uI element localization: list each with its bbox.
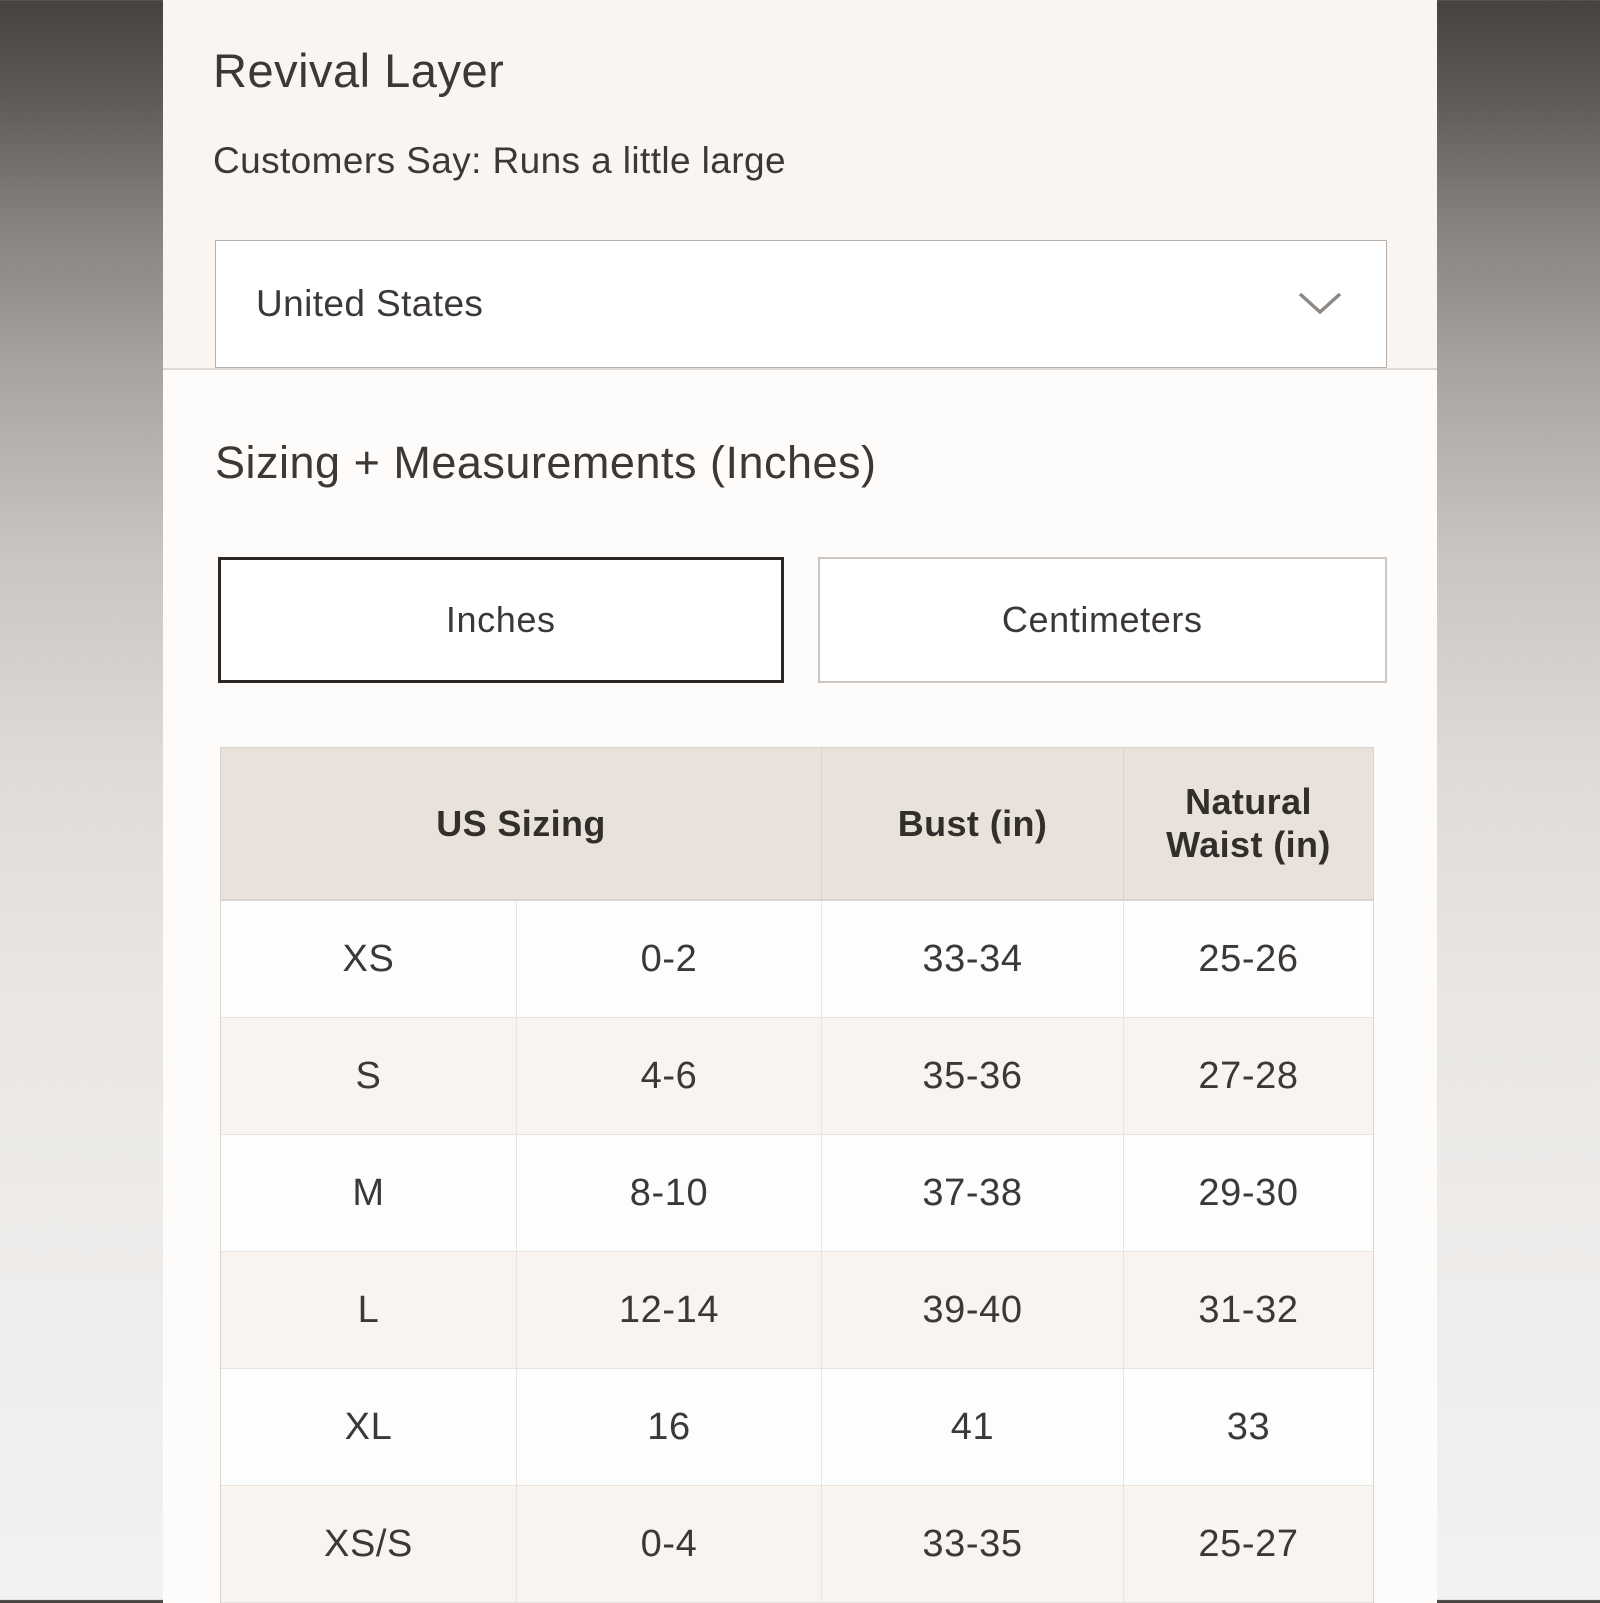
sizing-heading: Sizing + Measurements (Inches)	[215, 437, 877, 489]
inches-button[interactable]: Inches	[218, 557, 784, 683]
sizing-section	[163, 370, 1437, 1603]
cell-waist: 25-26	[1123, 901, 1373, 1017]
cell-us-size: 0-4	[516, 1486, 821, 1602]
cell-size: S	[355, 1054, 382, 1097]
fit-note: Customers Say: Runs a little large	[213, 140, 786, 182]
cell-size: XS/S	[324, 1522, 413, 1565]
cell-us-size: 0-2	[516, 901, 821, 1017]
cell-waist: 27-28	[1123, 1018, 1373, 1134]
cell-us-size: 4-6	[516, 1018, 821, 1134]
table-row	[221, 1252, 1373, 1369]
cell-waist: 29-30	[1123, 1135, 1373, 1251]
centimeters-button[interactable]: Centimeters	[818, 557, 1387, 683]
cell-bust: 37-38	[821, 1135, 1123, 1251]
cell-waist: 25-27	[1123, 1486, 1373, 1602]
header-natural-waist: Natural Waist (in)	[1123, 748, 1373, 899]
chevron-down-icon	[1298, 292, 1342, 316]
cell-waist: 31-32	[1123, 1252, 1373, 1368]
header-us-sizing: US Sizing	[436, 802, 606, 844]
table-header-row	[221, 748, 1373, 901]
cell-us-size: 12-14	[516, 1252, 821, 1368]
cell-size: L	[357, 1288, 380, 1331]
size-chart-table	[220, 747, 1374, 1603]
header-bust: Bust (in)	[821, 748, 1123, 899]
cell-bust: 39-40	[821, 1252, 1123, 1368]
table-row	[221, 1369, 1373, 1486]
table-row	[221, 1135, 1373, 1252]
size-chart-panel	[163, 0, 1437, 1600]
cell-bust: 33-34	[821, 901, 1123, 1017]
cell-bust: 35-36	[821, 1018, 1123, 1134]
cell-size: XL	[344, 1405, 393, 1448]
table-row	[221, 1018, 1373, 1135]
country-dropdown[interactable]	[215, 240, 1387, 368]
country-dropdown-value: United States	[256, 283, 484, 325]
page-title: Revival Layer	[213, 44, 505, 97]
table-row	[221, 1486, 1373, 1603]
cell-bust: 41	[821, 1369, 1123, 1485]
product-fit-section	[163, 0, 1437, 370]
unit-toggle	[218, 557, 1387, 683]
cell-us-size: 8-10	[516, 1135, 821, 1251]
cell-waist: 33	[1123, 1369, 1373, 1485]
cell-bust: 33-35	[821, 1486, 1123, 1602]
table-row	[221, 901, 1373, 1018]
cell-us-size: 16	[516, 1369, 821, 1485]
cell-size: XS	[342, 937, 395, 980]
cell-size: M	[352, 1171, 385, 1214]
